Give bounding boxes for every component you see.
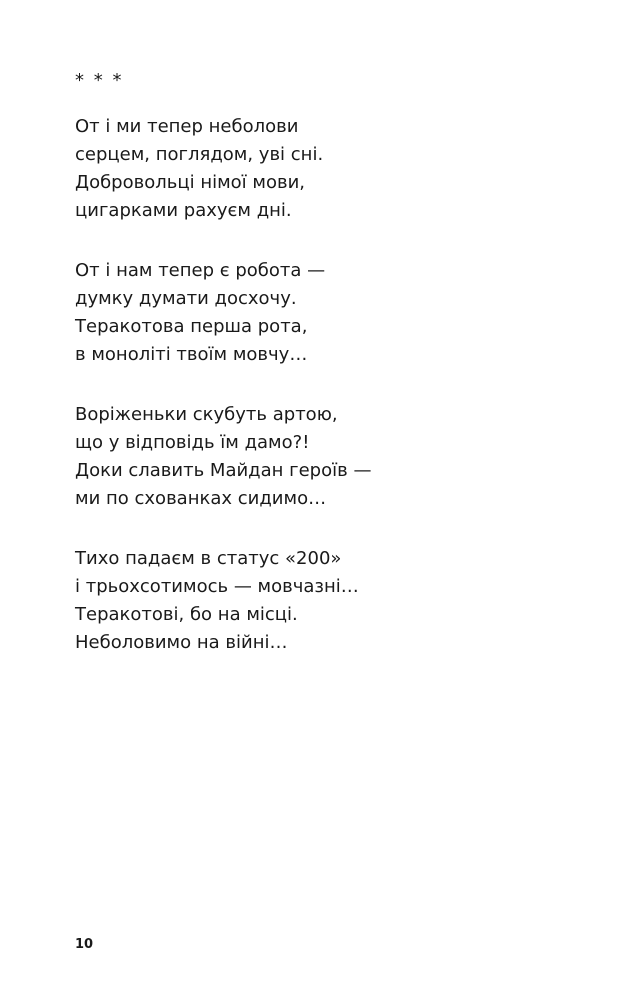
poem-line: Неболовимо на війні… — [75, 632, 288, 653]
poem-line: Теракотова перша рота, — [75, 316, 308, 337]
poem-line: Теракотові, бо на місці. — [75, 604, 298, 625]
poem-line: От і ми тепер неболови — [75, 116, 299, 137]
poem-line: От і нам тепер є робота — — [75, 260, 326, 281]
poem-line: Тихо падаєм в статус «200» — [75, 548, 342, 569]
poem-line: що у відповідь їм дамо?! — [75, 432, 310, 453]
stanza-1 — [75, 113, 595, 225]
stanza-4 — [75, 545, 595, 657]
page-number: 10 — [75, 937, 94, 952]
poem-line: серцем, поглядом, уві сні. — [75, 144, 324, 165]
poem-line: думку думати досхочу. — [75, 288, 297, 309]
poem-line: цигарками рахуєм дні. — [75, 200, 292, 221]
poem-line: ми по схованках сидимо… — [75, 488, 327, 509]
poem-line: Воріженьки скубуть артою, — [75, 404, 338, 425]
poem-line: в моноліті твоїм мовчу… — [75, 344, 308, 365]
section-separator: * * * — [75, 70, 124, 91]
poem-line: і трьохсотимось — мовчазні… — [75, 576, 359, 597]
poem-line: Доки славить Майдан героїв — — [75, 460, 372, 481]
stanza-2 — [75, 257, 595, 369]
stanza-3 — [75, 401, 595, 513]
poem-line: Добровольці німої мови, — [75, 172, 306, 193]
poem — [75, 113, 595, 689]
